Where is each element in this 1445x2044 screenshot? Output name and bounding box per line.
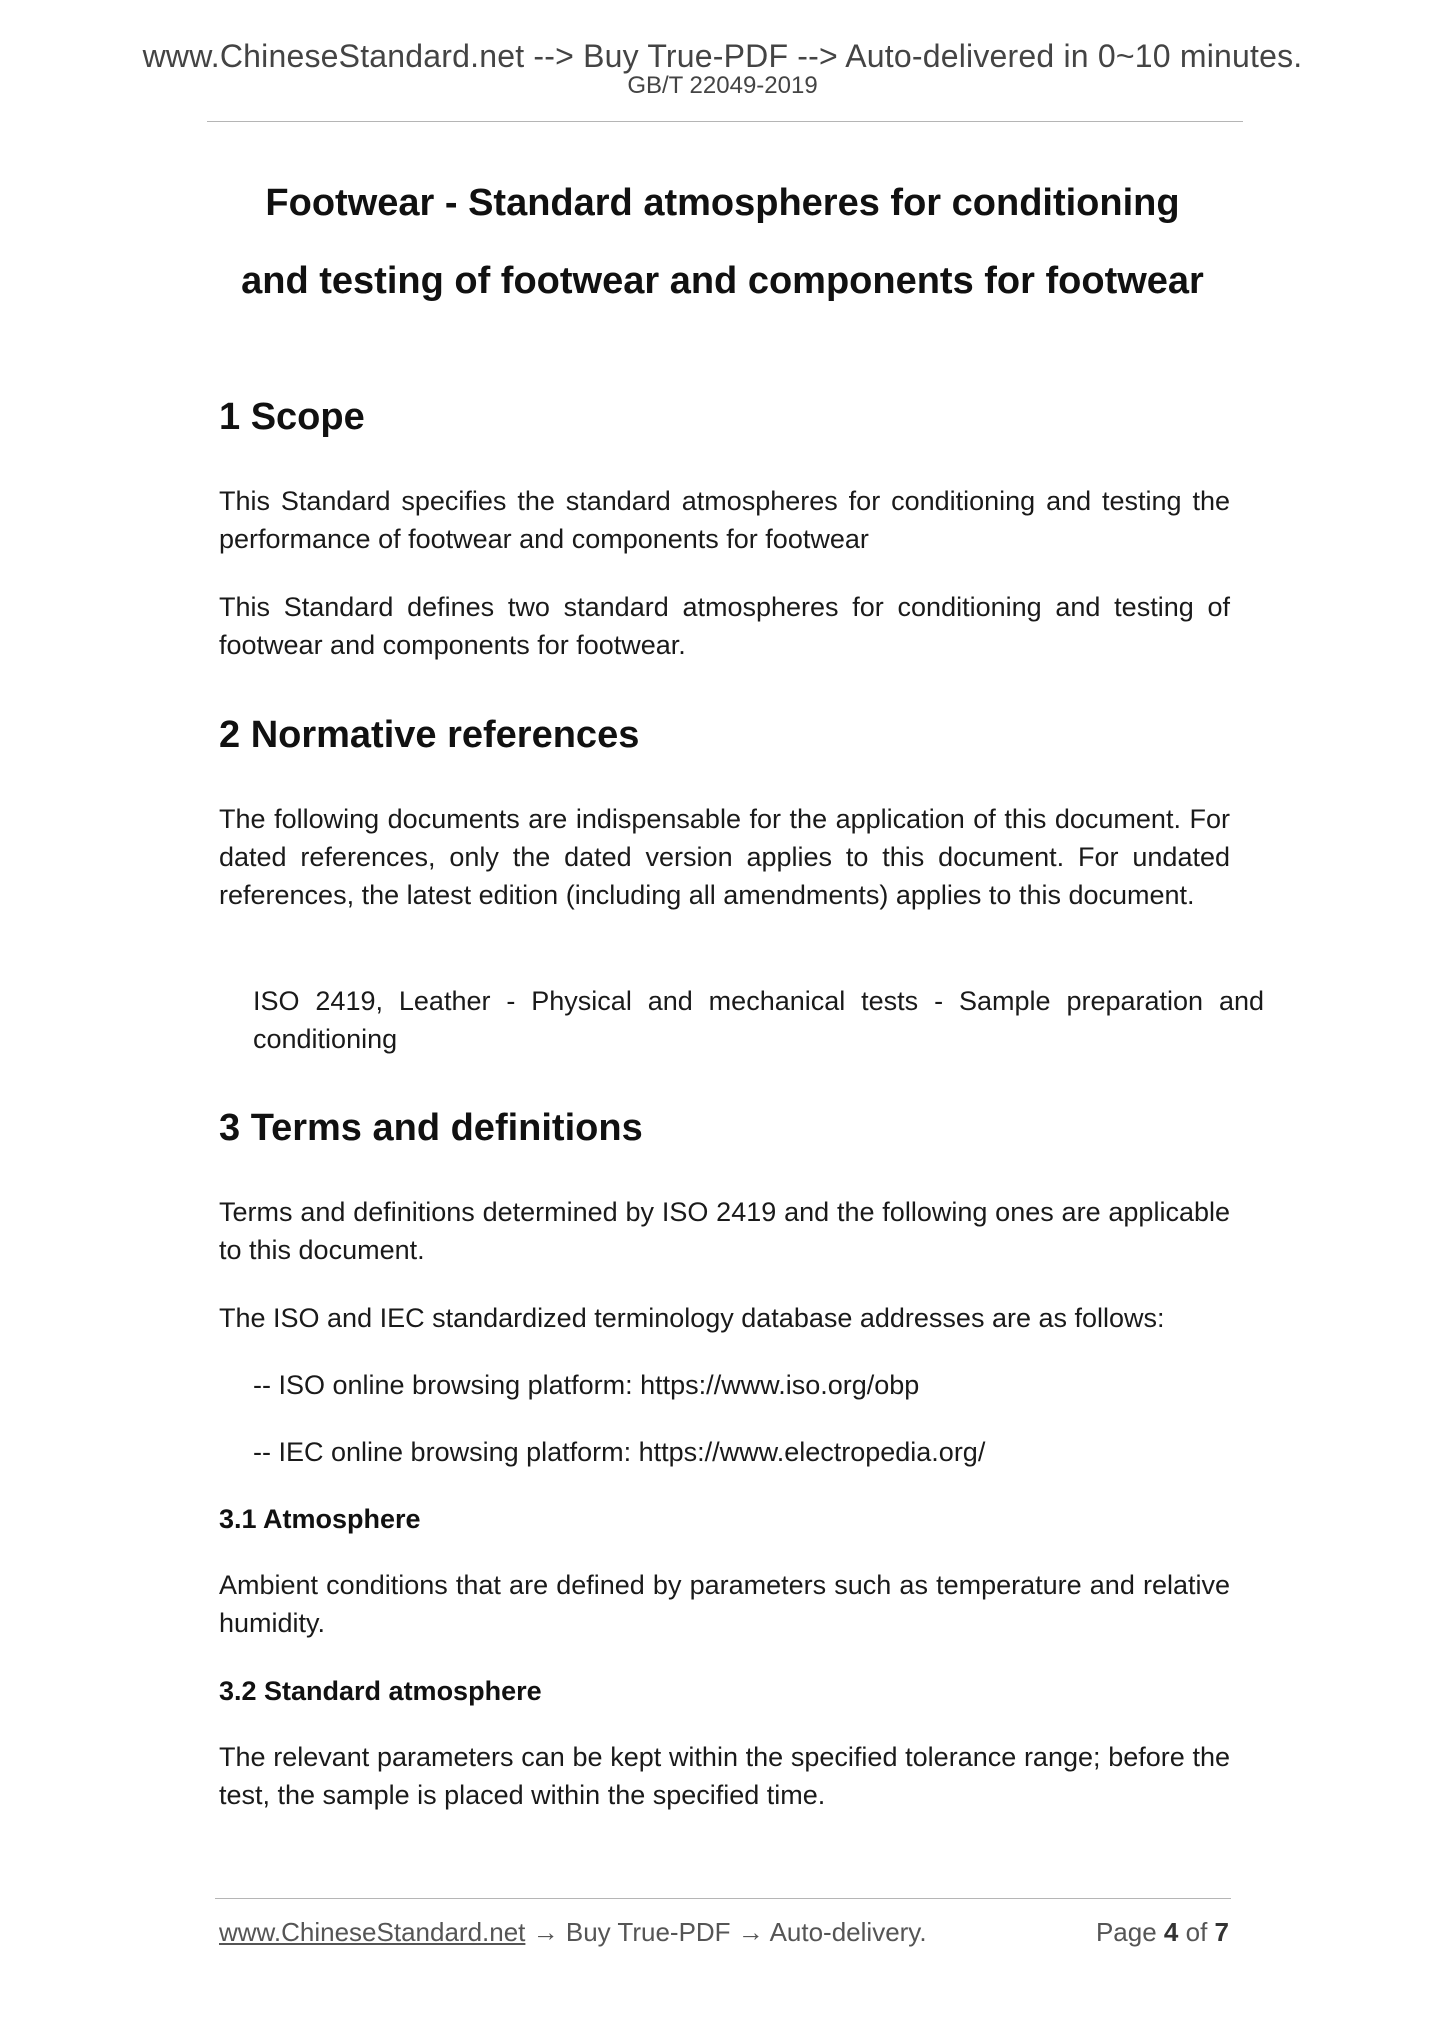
footer-trail-text: → Buy True-PDF → Auto-delivery. bbox=[525, 1917, 927, 1947]
footer-site-link[interactable]: www.ChineseStandard.net bbox=[219, 1917, 526, 1947]
page-footer bbox=[219, 1916, 1229, 1948]
page-total: 7 bbox=[1214, 1917, 1229, 1947]
title-line-1: Footwear - Standard atmospheres for conditioning bbox=[265, 182, 1180, 224]
terms-paragraph-2: The ISO and IEC standardized terminology database addresses are as follows: bbox=[219, 1303, 1165, 1333]
term-3-2-definition: The relevant parameters can be kept within the specified tolerance range; before the test, the sample is placed within the specified time. bbox=[219, 1742, 1230, 1810]
scope-paragraph-2: This Standard defines two standard atmospheres for conditioning and testing of footwear and components for footwear. bbox=[219, 592, 1230, 660]
normative-reference-iso-2419: ISO 2419, Leather - Physical and mechanical tests - Sample preparation and conditioning bbox=[253, 986, 1264, 1054]
top-banner: www.ChineseStandard.net --> Buy True-PDF --> Auto-delivered in 0~10 minutes. bbox=[142, 38, 1303, 74]
normative-paragraph-1: The following documents are indispensable for the application of this document. For dated references, only the dated version applies to this document. For undated references, the latest edition (including all amendments) applies to this document. bbox=[219, 804, 1230, 910]
terms-bullet-iso-platform: -- ISO online browsing platform: https://www.iso.org/obp bbox=[253, 1370, 920, 1400]
page-of: of bbox=[1185, 1917, 1208, 1947]
page-indicator bbox=[1096, 1916, 1229, 1948]
term-3-2-heading: 3.2 Standard atmosphere bbox=[219, 1676, 542, 1706]
terms-paragraph-1: Terms and definitions determined by ISO 2419 and the following ones are applicable to this document. bbox=[219, 1197, 1230, 1265]
section-heading-normative-references: 2 Normative references bbox=[219, 714, 640, 756]
header-divider bbox=[207, 121, 1243, 122]
section-heading-terms-definitions: 3 Terms and definitions bbox=[219, 1107, 643, 1149]
page-current: 4 bbox=[1163, 1917, 1179, 1947]
term-3-1-definition: Ambient conditions that are defined by parameters such as temperature and relative humidity. bbox=[219, 1570, 1230, 1638]
title-line-2: and testing of footwear and components for footwear bbox=[241, 260, 1204, 302]
terms-bullet-iec-platform: -- IEC online browsing platform: https://www.electropedia.org/ bbox=[253, 1437, 986, 1467]
scope-paragraph-1: This Standard specifies the standard atmospheres for conditioning and testing the performance of footwear and components for footwear bbox=[219, 486, 1230, 554]
term-3-1-heading: 3.1 Atmosphere bbox=[219, 1504, 421, 1534]
page-label: Page bbox=[1095, 1917, 1157, 1947]
section-heading-scope: 1 Scope bbox=[219, 396, 365, 438]
document-title bbox=[180, 164, 1265, 320]
footer-divider bbox=[215, 1898, 1231, 1899]
standard-number: GB/T 22049-2019 bbox=[627, 72, 818, 99]
